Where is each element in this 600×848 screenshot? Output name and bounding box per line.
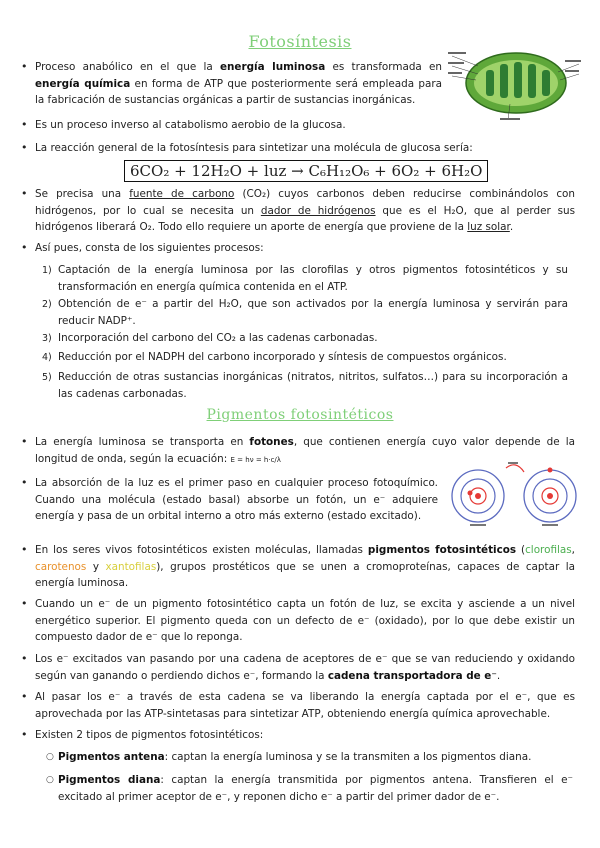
atom-basal (452, 470, 504, 522)
photosynthesis-equation: 6CO₂ + 12H₂O + luz → C₆H₁₂O₆ + 6O₂ + 6H₂O (124, 160, 488, 182)
paragraph-carbon-source: Se precisa una fuente de carbono (CO₂) cuyos carbonos deben reducirse combinándolos con hidrógenos, por lo cual se necesita un dador de hidrógenos que es el H₂O, que al perder sus hidrógenos liberará O₂. Todo ello requiere un aporte de energía que proviene de la luz solar. (35, 188, 575, 233)
chloroplast-diagram (448, 42, 583, 124)
paragraph-atp: Al pasar los e⁻ a través de esta cadena se va liberando la energía captada por el e⁻, que es aprovechada por las ATP-sintetasas para sintetizar ATP, obteniendo energía química aprovechable. (35, 691, 575, 720)
process-item: Reducción por el NADPH del carbono incorporado y síntesis de compuestos orgánicos. (58, 351, 507, 363)
bullet: • (21, 728, 28, 741)
energy-equation: E = hν = h·c/λ (230, 455, 281, 464)
paragraph-transport-chain: Los e⁻ excitados van pasando por una cadena de aceptores de e⁻ que se van reduciendo y oxidando según van ganando o perdiendo dichos e⁻, formando la cadena transportadora de e⁻. (35, 653, 575, 682)
bullet: • (21, 690, 28, 703)
pigment-type-antenna: Pigmentos antena: captan la energía luminosa y se la transmiten a los pigmentos diana. (58, 751, 532, 763)
xanthophyll-label: xantofilas (105, 560, 157, 573)
bullet: • (21, 118, 28, 131)
process-number: 5) (42, 372, 52, 383)
section-title-pigments: Pigmentos fotosintéticos (206, 407, 394, 423)
bullet: • (21, 597, 28, 610)
pigment-type-target: Pigmentos diana: captan la energía transmitida por pigmentos antena. Transfieren el e⁻ excitado al primer aceptor de e⁻, y reponen dicho e⁻ a partir del primer dador de e⁻. (58, 774, 574, 803)
paragraph-types-intro: Existen 2 tipos de pigmentos fotosintéticos: (35, 729, 264, 741)
process-item: Obtención de e⁻ a partir del H₂O, que son activados por la energía luminosa y servirán para reducir NADP⁺. (58, 298, 568, 327)
process-number: 2) (42, 299, 52, 310)
process-item: Captación de la energía luminosa por las clorofilas y otros pigmentos fotosintéticos y su transformación en energía química contenida en el ATP. (58, 264, 568, 293)
paragraph-absorption: La absorción de la luz es el primer paso en cualquier proceso fotoquímico. Cuando una molécula (estado basal) absorbe un fotón, un e⁻ adquiere energía y pasa de un orbital interno a otro más externo (estado excitado). (35, 477, 438, 522)
bullet: • (21, 60, 28, 73)
carotene-label: carotenos (35, 560, 87, 573)
process-item: Incorporación del carbono del CO₂ a las cadenas carbonadas. (58, 332, 378, 344)
bullet: • (21, 476, 28, 489)
chlorophyll-label: clorofilas (525, 544, 572, 556)
paragraph-photons: La energía luminosa se transporta en fotones, que contienen energía cuyo valor depende de la longitud de onda, según la ecuación: E = hν = h·c/λ (35, 436, 575, 465)
paragraph-excitation: Cuando un e⁻ de un pigmento fotosintético capta un fotón de luz, se excita y asciende a un nivel energético superior. El pigmento queda con un defecto de e⁻ (oxidado), por lo que debe existir un compuesto dador de e⁻ que lo reponga. (35, 598, 575, 643)
paragraph-anabolic: Proceso anabólico en el que la energía luminosa es transformada en energía química en forma de ATP que posteriormente será empleada para la fabricación de sustancias orgánicas a partir de sustancias inorgánicas. (35, 61, 443, 106)
bullet: • (21, 241, 28, 254)
paragraph-reaction: La reacción general de la fotosíntesis para sintetizar una molécula de glucosa sería: (35, 142, 473, 154)
paragraph-processes-intro: Así pues, consta de los siguientes procesos: (35, 242, 264, 254)
bullet: • (21, 435, 28, 448)
atom-excited (524, 468, 576, 523)
bullet: • (21, 543, 28, 556)
process-number: 3) (42, 333, 52, 344)
process-number: 4) (42, 352, 52, 363)
process-item: Reducción de otras sustancias inorgánicas (nitratos, nitritos, sulfatos…) para su incorporación a las cadenas carbonadas. (58, 371, 568, 400)
sub-bullet: ○ (46, 775, 54, 785)
bullet: • (21, 141, 28, 154)
process-number: 1) (42, 265, 52, 276)
sub-bullet: ○ (46, 752, 54, 762)
bullet: • (21, 652, 28, 665)
excitation-diagram (446, 460, 582, 530)
page-title: Fotosíntesis (248, 32, 352, 51)
paragraph-inverse: Es un proceso inverso al catabolismo aerobio de la glucosa. (35, 119, 346, 131)
bullet: • (21, 187, 28, 200)
paragraph-pigments: En los seres vivos fotosintéticos existen moléculas, llamadas pigmentos fotosintéticos (clorofilas, carotenos y xantofilas), grupos prostéticos que se unen a cromoproteínas, capaces de captar la energía luminosa. (35, 544, 575, 589)
